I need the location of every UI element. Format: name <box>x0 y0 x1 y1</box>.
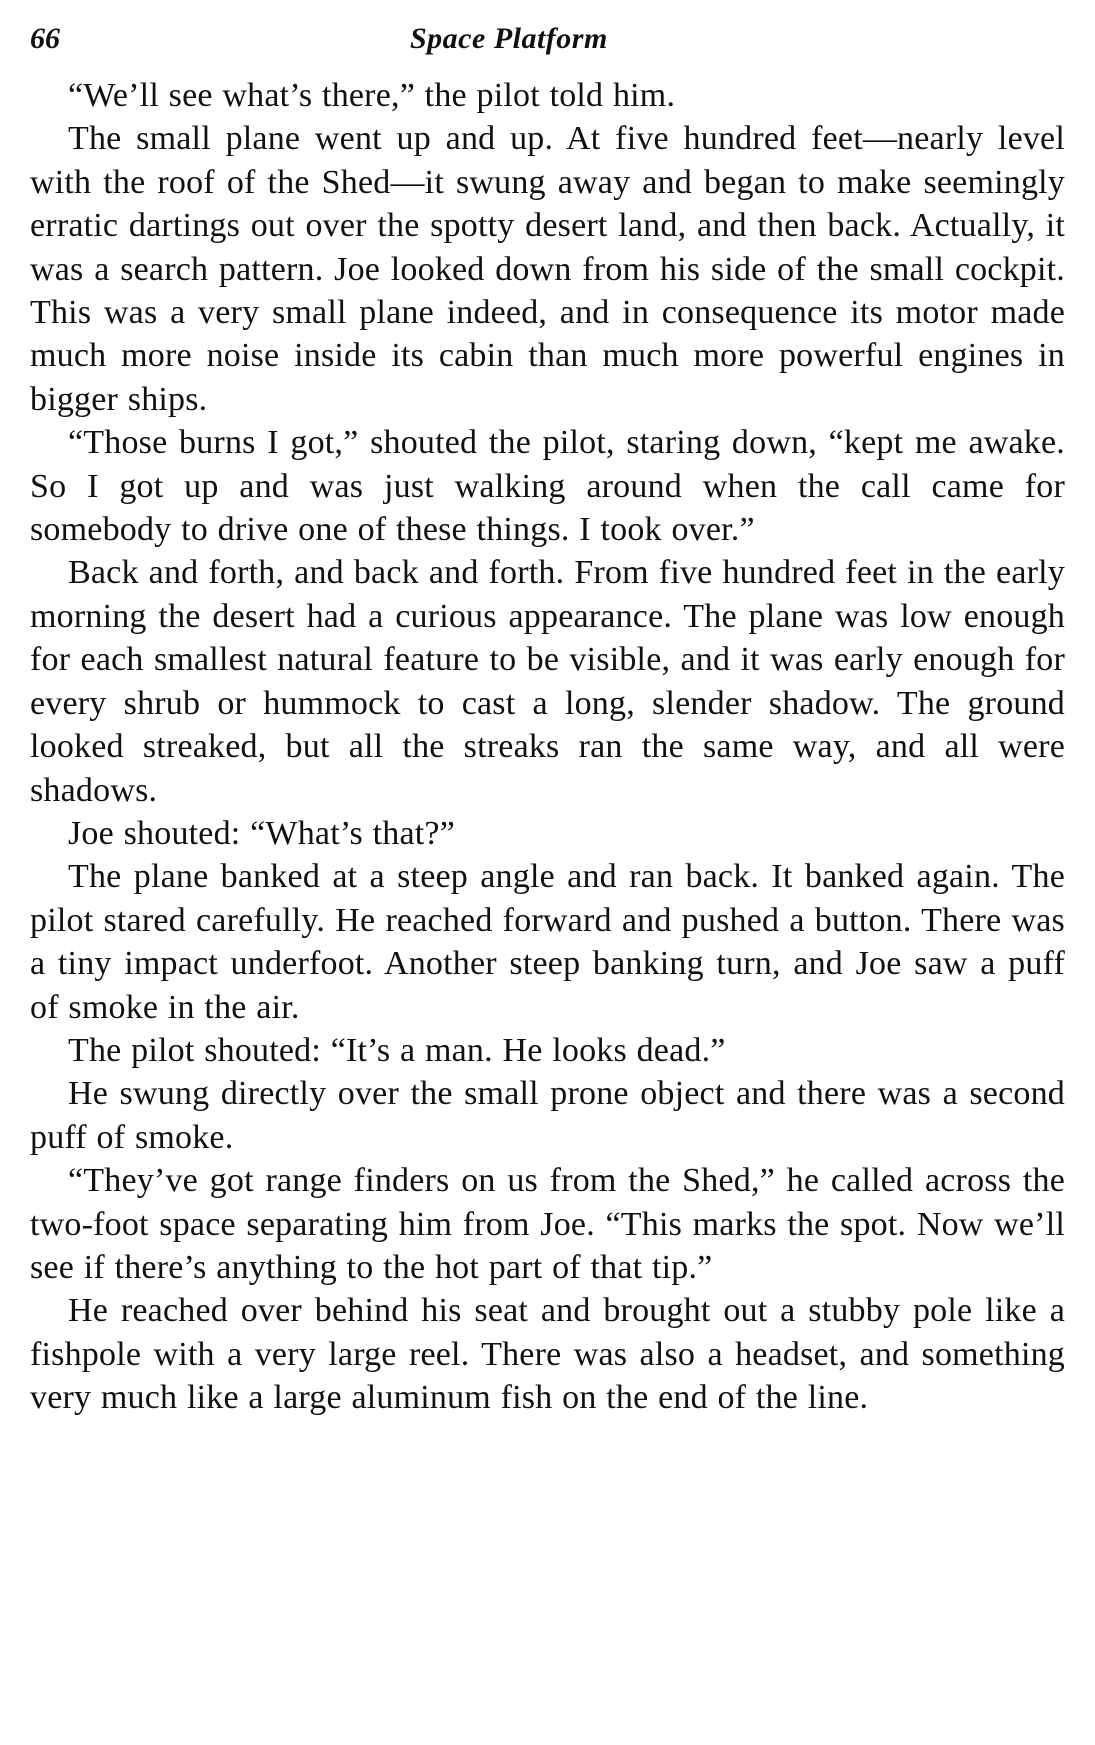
paragraph: “They’ve got range finders on us from the Shed,” he called across the two-foot space separating him from Joe. “This marks the spot. Now we’ll see if there’s anything to the hot part of that tip.” <box>30 1162 1065 1286</box>
paragraph: The plane banked at a steep angle and ran back. It banked again. The pilot stared carefully. He reached forward and pushed a button. There was a tiny impact underfoot. Another steep banking turn, and Joe saw a puff of smoke in the air. <box>30 858 1065 1026</box>
paragraph: He reached over behind his seat and brought out a stubby pole like a fishpole with a very large reel. There was also a headset, and something very much like a large aluminum fish on the end of the line. <box>30 1292 1065 1417</box>
page-number: 66 <box>30 22 60 55</box>
paragraph: He swung directly over the small prone object and there was a second puff of smoke. <box>30 1075 1065 1156</box>
running-title: Space Platform <box>410 22 608 55</box>
running-head <box>30 14 1065 74</box>
paragraph: The small plane went up and up. At five hundred feet—nearly level with the roof of the Shed—it swung away and began to make seemingly erratic dartings out over the spotty desert land, and then back. Actually, it was a search pattern. Joe looked down from his side of the small cockpit. This was a very small plane indeed, and in consequence its motor made much more noise inside its cabin than much more powerful engines in bigger ships. <box>30 120 1065 418</box>
paragraph: Back and forth, and back and forth. From five hundred feet in the early morning the desert had a curious appearance. The plane was low enough for each smallest natural feature to be visible, and it was early enough for every shrub or hummock to cast a long, slender shadow. The ground looked streaked, but all the streaks ran the same way, and all were shadows. <box>30 554 1065 809</box>
paragraph: Joe shouted: “What’s that?” <box>68 814 455 852</box>
paragraph: The pilot shouted: “It’s a man. He looks dead.” <box>68 1031 726 1069</box>
paragraph: “Those burns I got,” shouted the pilot, staring down, “kept me awake. So I got up and was just walking around when the call came for somebody to drive one of these things. I took over.” <box>30 424 1065 549</box>
body-text <box>30 74 1065 1420</box>
paragraph: “We’ll see what’s there,” the pilot told him. <box>68 77 676 114</box>
book-page <box>30 14 1065 1420</box>
